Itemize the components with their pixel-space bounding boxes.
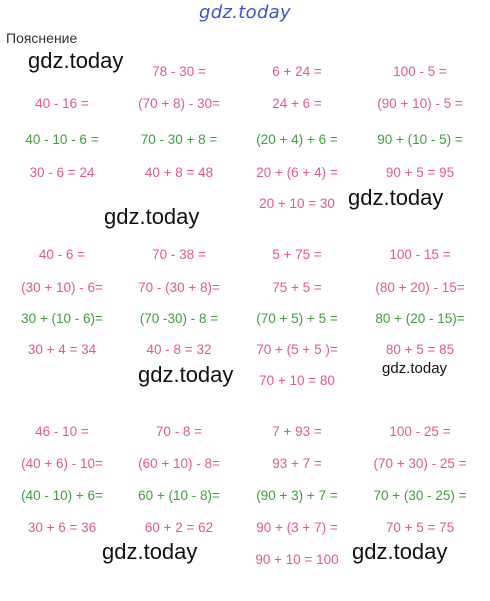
equation-cell: 75 + 5 = xyxy=(272,280,322,295)
equation-cell: 30 + (10 - 6)= xyxy=(21,311,103,326)
equation-cell: (60 + 10) - 8= xyxy=(138,456,220,471)
equation-cell: (30 + 10) - 6= xyxy=(21,280,103,295)
equation-cell: 80 + (20 - 15)= xyxy=(375,311,465,326)
equation-cell: (40 + 6) - 10= xyxy=(21,456,103,471)
equation-cell: 24 + 6 = xyxy=(272,96,322,111)
equation-cell: (80 + 20) - 15= xyxy=(375,280,465,295)
page-title: Пояснение xyxy=(6,30,78,46)
equation-cell: 7 + 93 = xyxy=(272,424,322,439)
equation-cell: 40 - 6 = xyxy=(38,247,86,262)
watermark: gdz.today xyxy=(382,360,448,377)
watermark: gdz.today xyxy=(352,539,448,564)
watermark: gdz.today xyxy=(104,204,200,229)
equation-cell: 70 + (30 - 25) = xyxy=(373,488,467,503)
equation-cell: 70 + 10 = 80 xyxy=(259,373,335,388)
equation-cell: 46 - 10 = xyxy=(35,424,89,439)
equation-cell: 5 + 75 = xyxy=(272,247,322,262)
equation-cell: 6 + 24 = xyxy=(272,64,322,79)
equation-cell: 80 + 5 = 85 xyxy=(385,342,455,357)
equation-cell: (20 + 4) + 6 = xyxy=(256,132,338,147)
equation-cell: 100 - 5 = xyxy=(393,64,447,79)
equation-cell: 40 - 16 = xyxy=(35,96,89,111)
equation-cell: 40 - 10 - 6 = xyxy=(25,132,99,147)
watermark: gdz.today xyxy=(28,48,124,73)
equation-cell: 70 - (30 + 8)= xyxy=(138,280,220,295)
equation-cell: 100 - 15 = xyxy=(389,247,451,262)
equation-cell: (70 -30) - 8 = xyxy=(139,311,219,326)
equation-cell: 20 + (6 + 4) = xyxy=(256,165,338,180)
equation-cell: (90 + 10) - 5 = xyxy=(377,96,463,111)
equation-cell: 30 + 4 = 34 xyxy=(27,342,97,357)
equation-cell: 70 - 30 + 8 = xyxy=(140,132,218,147)
equation-cell: 40 + 8 = 48 xyxy=(144,165,214,180)
equation-cell: (70 + 30) - 25 = xyxy=(373,456,467,471)
equation-cell: 90 + 5 = 95 xyxy=(385,165,455,180)
watermark: gdz.today xyxy=(348,185,444,210)
equation-cell: 90 + (3 + 7) = xyxy=(256,520,338,535)
equation-cell: 90 + (10 - 5) = xyxy=(377,132,463,147)
equation-cell: 30 - 6 = 24 xyxy=(29,165,95,180)
equation-cell: 70 + (5 + 5 )= xyxy=(256,342,338,357)
equation-cell: 70 + 5 = 75 xyxy=(385,520,455,535)
equation-cell: 60 + 2 = 62 xyxy=(144,520,214,535)
equation-cell: (40 - 10) + 6= xyxy=(21,488,103,503)
equation-cell: 20 + 10 = 30 xyxy=(259,196,335,211)
watermark: gdz.today xyxy=(102,539,198,564)
equation-cell: 70 - 38 = xyxy=(152,247,206,262)
equation-cell: (70 + 5) + 5 = xyxy=(256,311,338,326)
equation-cell: 60 + (10 - 8)= xyxy=(138,488,220,503)
equation-cell: 100 - 25 = xyxy=(389,424,451,439)
equation-cell: 93 + 7 = xyxy=(272,456,322,471)
equation-cell: 30 + 6 = 36 xyxy=(27,520,97,535)
equation-cell: 40 - 8 = 32 xyxy=(146,342,212,357)
watermark: gdz.today xyxy=(138,362,234,387)
equation-cell: (90 + 3) + 7 = xyxy=(256,488,338,503)
equation-cell: 70 - 8 = xyxy=(155,424,203,439)
equation-cell: (70 + 8) - 30= xyxy=(138,96,220,111)
site-watermark: gdz.today xyxy=(199,2,291,23)
equation-cell: 90 + 10 = 100 xyxy=(255,552,339,567)
equation-cell: 78 - 30 = xyxy=(152,64,206,79)
